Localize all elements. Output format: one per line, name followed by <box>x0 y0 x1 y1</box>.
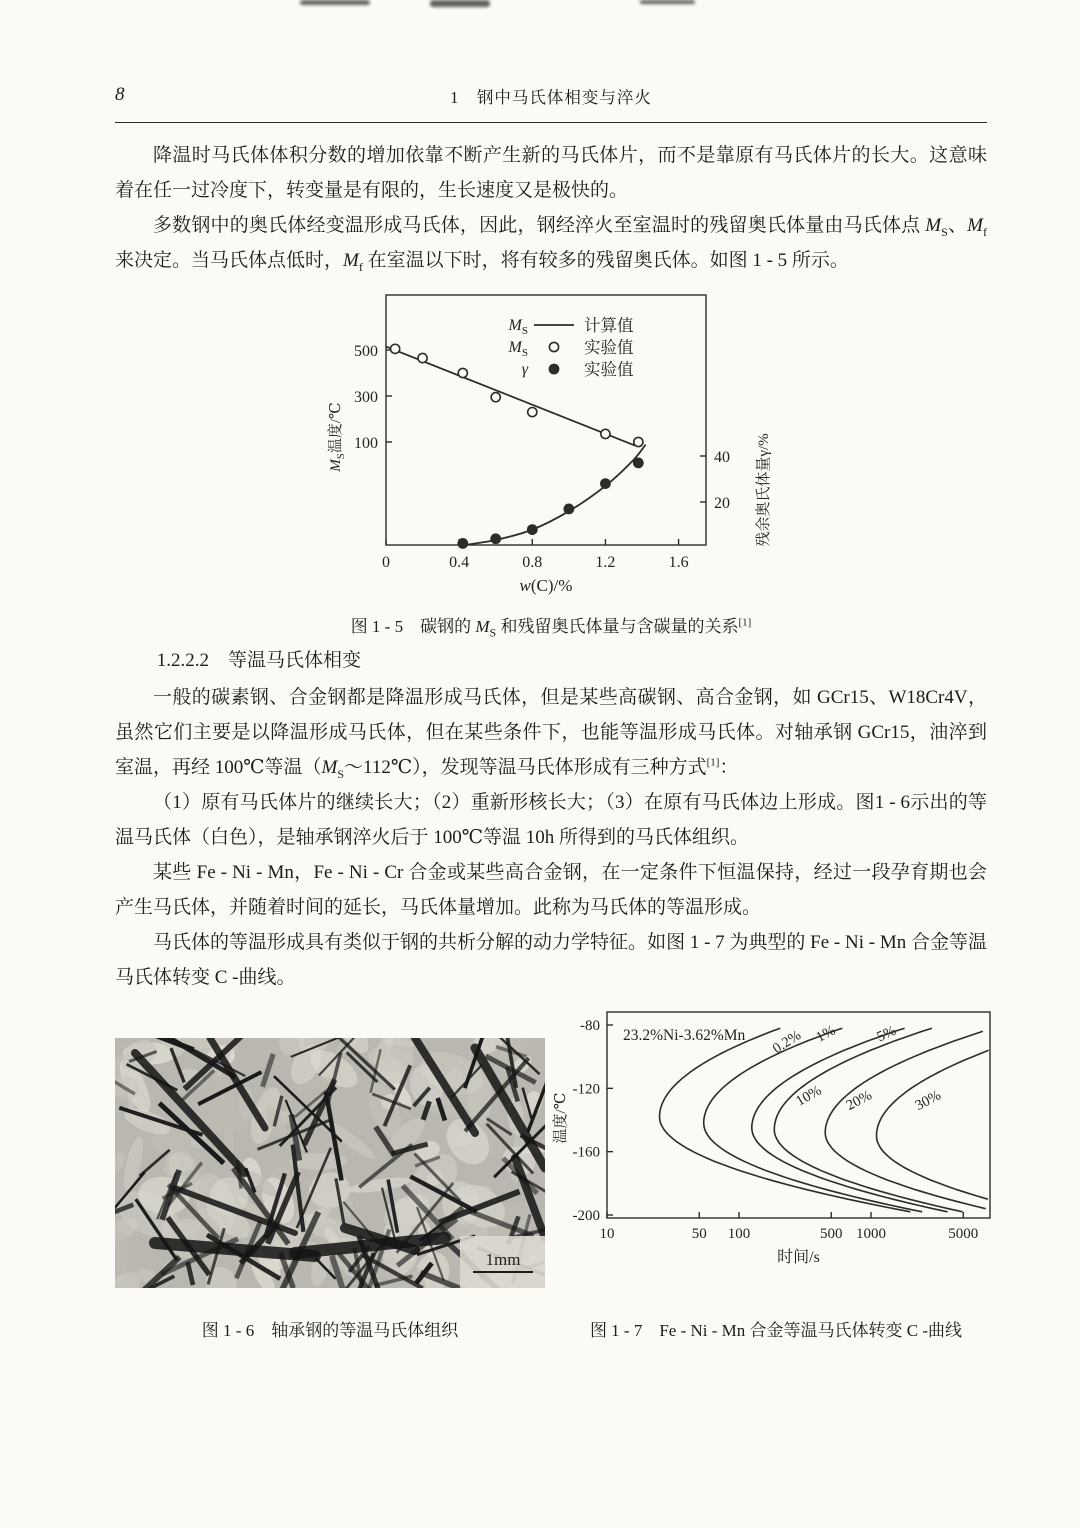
page-number: 8 <box>115 84 125 105</box>
svg-text:23.2%Ni-3.62%Mn: 23.2%Ni-3.62%Mn <box>623 1026 746 1044</box>
svg-text:5000: 5000 <box>948 1225 979 1242</box>
svg-text:500: 500 <box>354 342 378 360</box>
scan-artifact <box>640 0 695 4</box>
svg-text:30%: 30% <box>912 1087 944 1114</box>
svg-text:1000: 1000 <box>856 1225 886 1242</box>
svg-text:50: 50 <box>691 1225 707 1242</box>
paragraph: 一般的碳素钢、合金钢都是降温形成马氏体，但是某些高碳钢、高合金钢，如 GCr15、W18Cr4V，虽然它们主要是以降温形成马氏体，但在某些条件下，也能等温形成马氏体。对轴承钢 GCr15，油淬到室温，再经 100℃等温$(M_S\sim 112℃)$，发现等温马氏体形成有三种方式[1]： <box>115 687 987 781</box>
figure-1-7-chart <box>545 1000 1007 1285</box>
svg-text:w(C)/%: w(C)/% <box>519 575 573 595</box>
svg-text:20: 20 <box>714 494 730 512</box>
paragraph: 降温时马氏体体积分数的增加依靠不断产生新的马氏体片，而不是靠原有马氏体片的长大。这意味着在任一过冷度下，转变量是有限的，生长速度又是极快的。 <box>115 145 987 201</box>
fig7-curves <box>660 1028 989 1212</box>
c-curves-chart-svg <box>545 1000 1005 1285</box>
svg-text:0.8: 0.8 <box>522 553 543 571</box>
page-header <box>115 84 987 114</box>
body-text <box>115 139 987 279</box>
svg-text:计算值: 计算值 <box>584 315 634 335</box>
figure-1-6-caption: 图 1 - 6 轴承钢的等温马氏体组织 <box>201 1320 459 1340</box>
bottom-figures-row <box>115 1004 987 1300</box>
fig5-axes <box>386 295 706 545</box>
svg-text:1.6: 1.6 <box>668 553 689 571</box>
paragraph: （1）原有马氏体片的继续长大；（2）重新形核长大；（3）在原有马氏体边上形成。图1 - 6示出的等温马氏体（白色），是轴承钢淬火后于 100℃等温 10h 所得到的马氏体组织。 <box>115 792 987 848</box>
scan-artifact <box>430 0 490 7</box>
svg-text:0.4: 0.4 <box>449 553 470 571</box>
header-divider <box>115 122 987 123</box>
svg-text:实验值: 实验值 <box>584 337 634 357</box>
svg-text:MS温度/℃: $M_S$温度/℃ <box>328 402 347 472</box>
svg-text:残余奥氏体量γ/%: 残余奥氏体量γ/% <box>756 433 772 547</box>
svg-text:0.2%: 0.2% <box>769 1027 805 1057</box>
svg-text:1.2: 1.2 <box>595 553 616 571</box>
svg-text:MS: $M_S$ <box>508 316 528 337</box>
ms-retained-austenite-chart-svg <box>316 285 786 605</box>
svg-text:10: 10 <box>599 1225 615 1242</box>
svg-text:-160: -160 <box>572 1144 600 1161</box>
svg-text:-120: -120 <box>572 1081 600 1098</box>
paragraph: 多数钢中的奥氏体经变温形成马氏体，因此，钢经淬火至室温时的残留奥氏体量由马氏体点 $M_S$、$M_f$ 来决定。当马氏体点低时，$M_f$ 在室温以下时，将有较多的残留奥氏体。如图 1 - 5 所示。 <box>115 214 987 274</box>
figure-1-5 <box>316 285 786 640</box>
svg-text:0: 0 <box>382 553 390 571</box>
running-chapter-title: 1 钢中马氏体相变与淬火 <box>450 88 652 107</box>
scan-artifact <box>300 0 370 5</box>
paragraph: 某些 Fe - Ni - Mn，Fe - Ni - Cr 合金或某些高合金钢，在一定条件下恒温保持，经过一段孕育期也会产生马氏体，并随着时间的延长，马氏体量增加。此称为马氏体的等温形成。 <box>115 861 987 918</box>
fig5-legend <box>508 316 634 379</box>
svg-text:100: 100 <box>727 1225 751 1242</box>
figure-1-6-micrograph <box>115 1038 545 1288</box>
svg-text:MS: $M_S$ <box>508 338 528 359</box>
svg-text:-80: -80 <box>580 1017 600 1034</box>
martensite-micrograph-svg <box>115 1038 545 1288</box>
scale-bar <box>460 1236 545 1288</box>
svg-text:γ: γ <box>521 360 528 378</box>
svg-text:10%: 10% <box>793 1082 825 1110</box>
figure-1-5-caption: 图 1 - 5 碳钢的 $M_S$ 和残留奥氏体量与含碳量的关系[1] <box>350 616 752 640</box>
paragraph: 马氏体的等温形成具有类似于钢的共析分解的动力学特征。如图 1 - 7 为典型的 Fe - Ni - Mn 合金等温马氏体转变 C -曲线。 <box>115 931 987 988</box>
svg-text:20%: 20% <box>843 1087 875 1114</box>
svg-text:300: 300 <box>354 388 378 406</box>
section-heading: 1.2.2.2 等温马氏体相变 <box>156 650 362 672</box>
svg-text:5%: 5% <box>874 1022 899 1046</box>
svg-text:-200: -200 <box>572 1207 600 1224</box>
svg-text:1%: 1% <box>813 1022 839 1046</box>
body-text <box>115 681 987 996</box>
svg-text:温度/℃: 温度/℃ <box>553 1092 569 1144</box>
figure-1-7-caption: 图 1 - 7 Fe - Ni - Mn 合金等温马氏体转变 C -曲线 <box>589 1320 963 1340</box>
bottom-captions-row <box>115 1316 987 1350</box>
svg-text:500: 500 <box>820 1225 843 1242</box>
svg-text:100: 100 <box>354 434 378 452</box>
svg-text:实验值: 实验值 <box>584 359 634 379</box>
svg-text:1mm: 1mm <box>485 1249 521 1269</box>
svg-text:时间/s: 时间/s <box>777 1248 820 1266</box>
svg-text:40: 40 <box>714 448 730 466</box>
figure-1-5-chart <box>316 285 786 610</box>
page-content <box>115 84 987 1350</box>
